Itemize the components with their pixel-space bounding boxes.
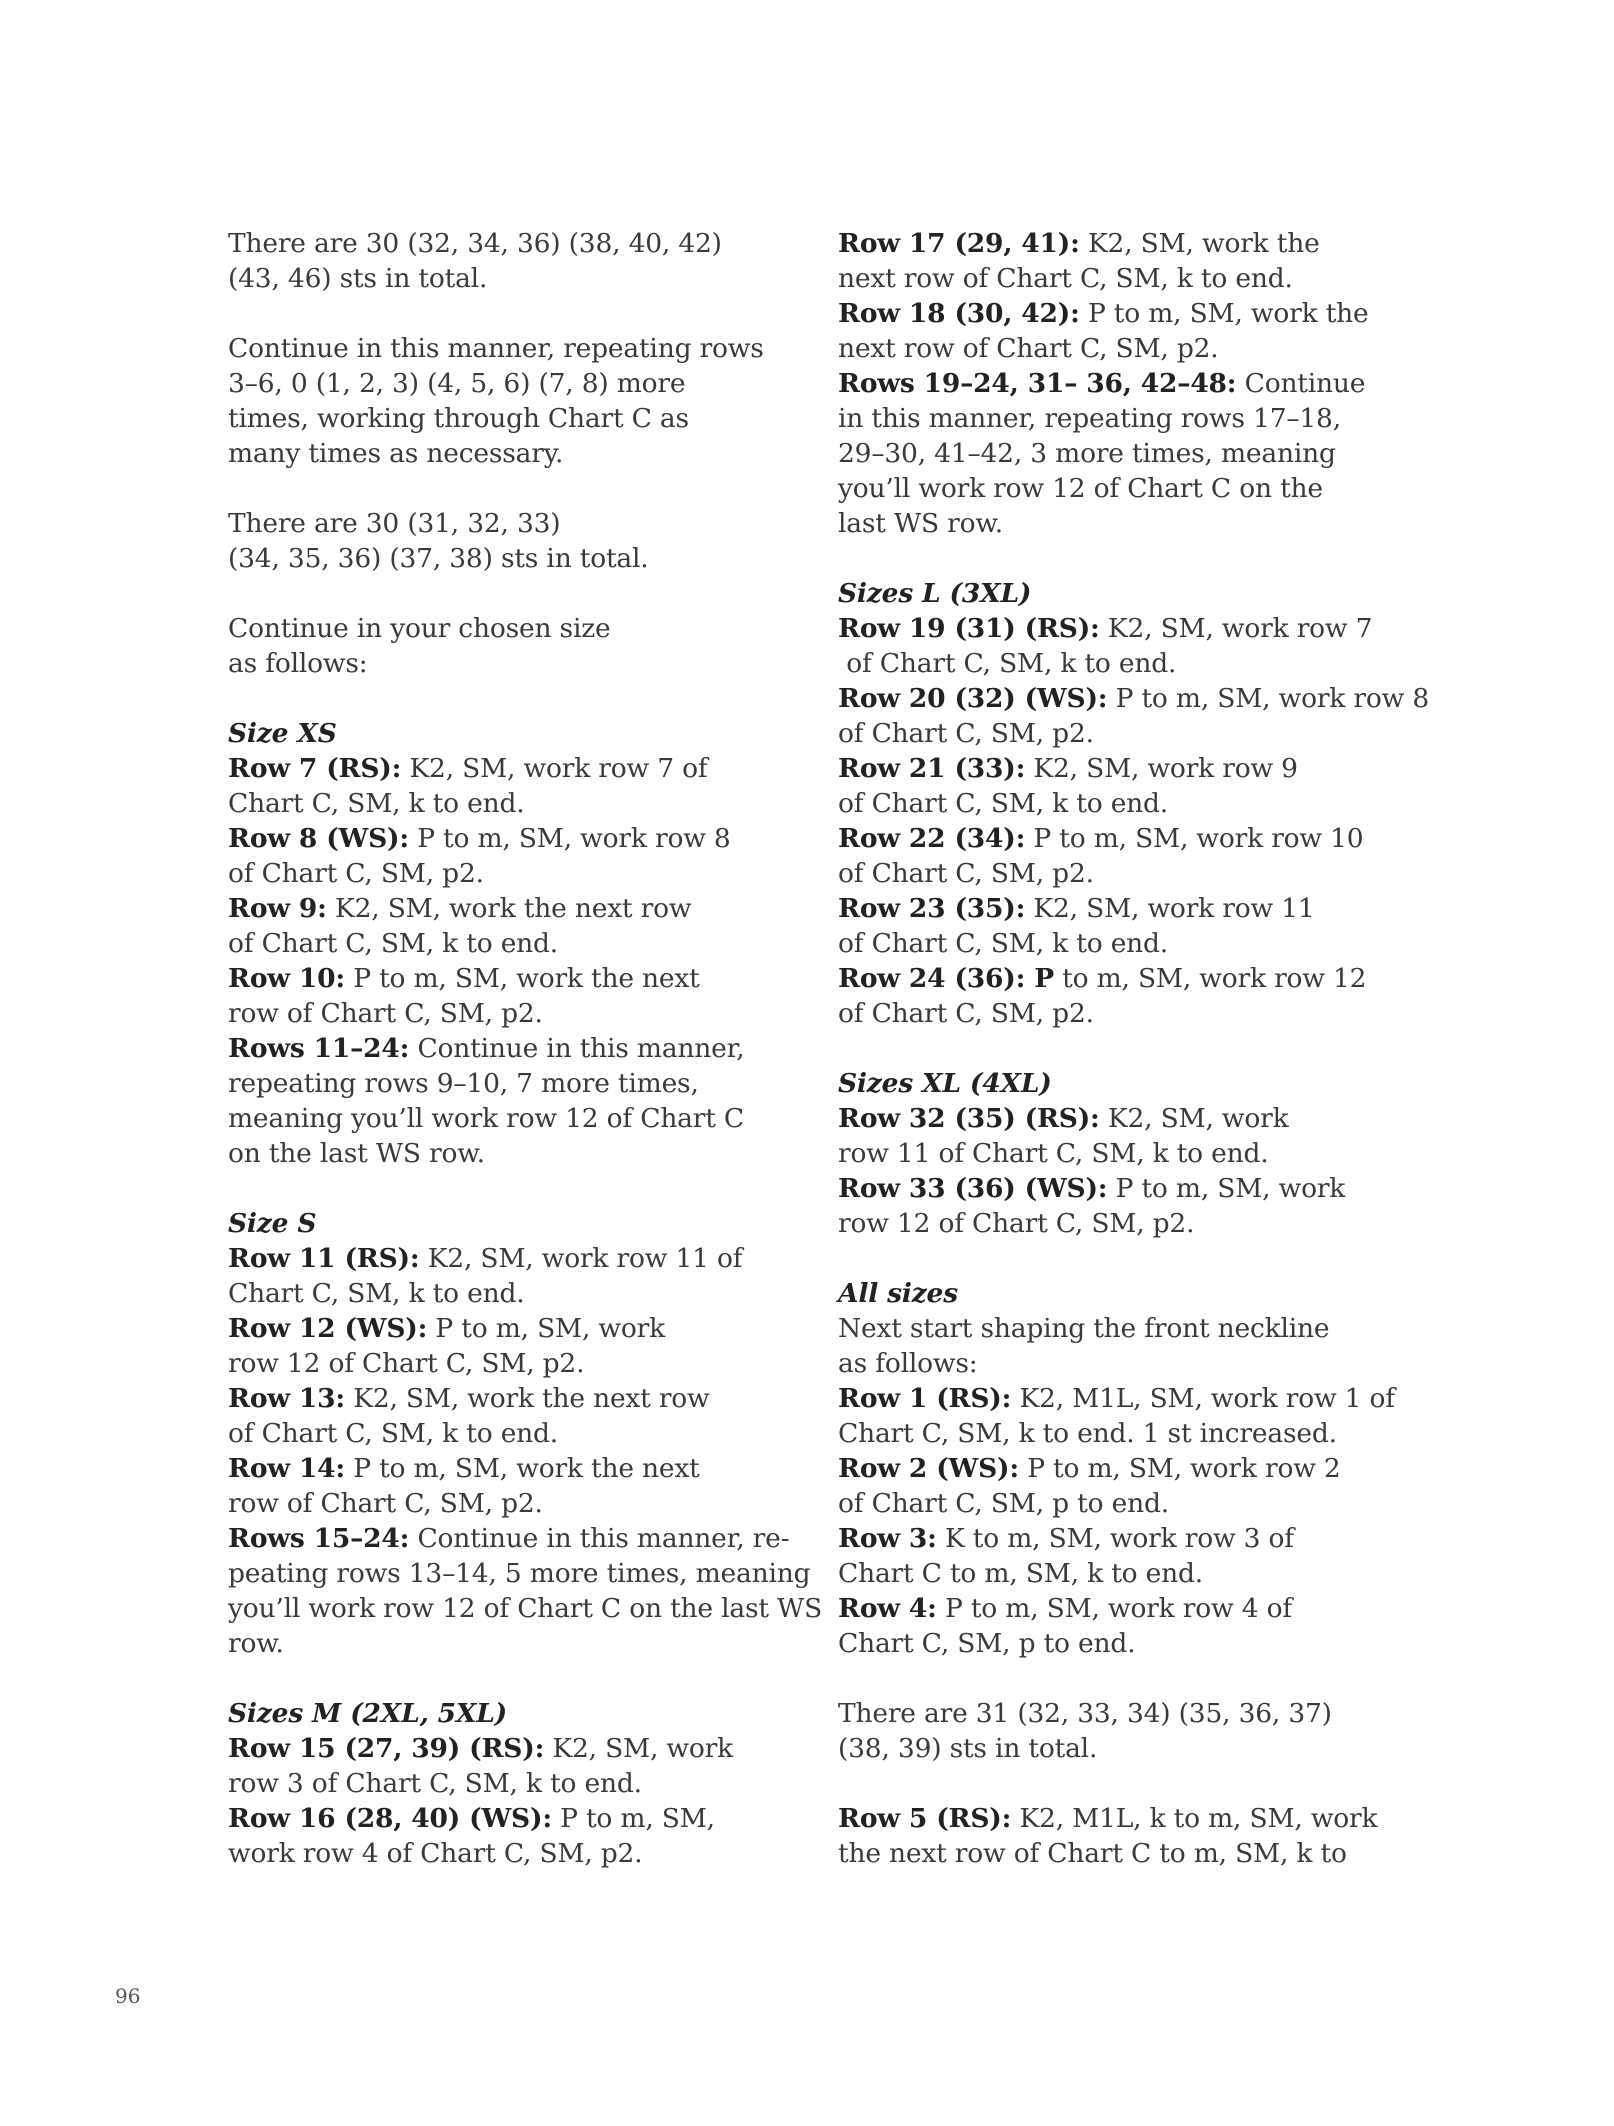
row-text: you’ll work row 12 of Chart C on the last WS	[228, 1593, 823, 1624]
row-text: P to m, SM, work row 10	[1025, 823, 1364, 854]
text-line	[228, 1486, 788, 1521]
row-text: K2, SM, work the next row	[345, 1383, 710, 1414]
row-text: There are 30 (32, 34, 36) (38, 40, 42)	[228, 228, 722, 259]
paragraph	[228, 506, 788, 576]
row-label: Row 23 (35):	[838, 893, 1026, 924]
text-line	[838, 996, 1398, 1031]
text-line	[838, 1101, 1398, 1136]
row-label: Rows 15–24:	[228, 1523, 410, 1554]
row-text: P to m, SM, work	[427, 1313, 665, 1344]
text-line	[838, 401, 1398, 436]
section-all-sizes	[838, 1276, 1398, 1661]
row-text: of Chart C, SM, p2.	[838, 998, 1094, 1029]
row-text: Continue in your chosen size	[228, 613, 611, 644]
text-line	[228, 1451, 788, 1486]
row-text: Next start shaping the front neckline	[838, 1313, 1330, 1344]
text-line	[838, 751, 1398, 786]
row-text: of Chart C, SM, k to end.	[838, 648, 1177, 679]
section-heading: Sizes L (3XL)	[838, 578, 1032, 609]
text-line	[838, 1556, 1398, 1591]
row-text: of Chart C, SM, k to end.	[838, 928, 1169, 959]
row-text: of Chart C, SM, k to end.	[838, 788, 1169, 819]
row-text: K2, SM, work row 11 of	[419, 1243, 743, 1274]
text-line	[228, 1136, 788, 1171]
row-text: row 3 of Chart C, SM, k to end.	[228, 1768, 642, 1799]
row-text: (34, 35, 36) (37, 38) sts in total.	[228, 543, 649, 574]
row-label: Rows 11–24:	[228, 1033, 410, 1064]
row-text: of Chart C, SM, k to end.	[228, 1418, 559, 1449]
row-text: to m, SM, work row 12	[1053, 963, 1367, 994]
row-text: peating rows 13–14, 5 more times, meaning	[228, 1558, 811, 1589]
row-label: Row 16 (28, 40) (WS):	[228, 1803, 552, 1834]
text-line	[838, 681, 1429, 716]
row-label: Row 7 (RS):	[228, 753, 402, 784]
text-line	[838, 1311, 1398, 1346]
text-line	[228, 786, 788, 821]
text-line	[838, 1451, 1398, 1486]
row-label: Row 5 (RS):	[838, 1803, 1012, 1834]
row-text: Chart C, SM, k to end.	[228, 788, 525, 819]
row-text: Continue in this manner,	[409, 1033, 745, 1064]
row-label: Rows 19–24, 31– 36, 42–48:	[838, 368, 1237, 399]
row-text: last WS row.	[838, 508, 1003, 539]
row-text: row 11 of Chart C, SM, k to end.	[838, 1138, 1269, 1169]
text-line	[838, 716, 1398, 751]
text-line	[838, 611, 1398, 646]
row-text: K2, SM, work the	[1079, 228, 1320, 259]
text-line	[838, 1381, 1398, 1416]
section-sizes-m-2xl-5xl	[228, 1696, 788, 1871]
text-line	[228, 1591, 823, 1626]
left-column	[228, 226, 823, 1871]
text-line	[228, 1031, 788, 1066]
section-heading: All sizes	[838, 1278, 958, 1309]
row-text: row of Chart C, SM, p2.	[228, 998, 543, 1029]
text-line	[228, 1521, 788, 1556]
row-label: Row 14:	[228, 1453, 345, 1484]
row-text: P to m, SM, work the	[1079, 298, 1369, 329]
row-label: Row 10:	[228, 963, 345, 994]
text-line	[228, 1311, 788, 1346]
row-text: many times as necessary.	[228, 438, 564, 469]
row-label: Row 9:	[228, 893, 327, 924]
section-heading: Size S	[228, 1208, 317, 1239]
row-text: K to m, SM, work row 3 of	[936, 1523, 1294, 1554]
row-text: row 12 of Chart C, SM, p2.	[838, 1208, 1195, 1239]
row-text: of Chart C, SM, p2.	[838, 858, 1094, 889]
text-line	[228, 1731, 788, 1766]
row-label: Row 21 (33):	[838, 753, 1026, 784]
text-line	[838, 786, 1398, 821]
row-label: Row 15 (27, 39) (RS):	[228, 1733, 545, 1764]
text-line	[838, 1801, 1398, 1836]
text-line	[228, 1766, 788, 1801]
text-line	[838, 261, 1398, 296]
text-line	[838, 1591, 1398, 1626]
section-heading: Sizes M (2XL, 5XL)	[228, 1698, 508, 1729]
row-text: Chart C to m, SM, k to end.	[838, 1558, 1203, 1589]
text-line	[228, 366, 788, 401]
row-label: Row 3:	[838, 1523, 937, 1554]
row-label: Row 12 (WS):	[228, 1313, 428, 1344]
text-line	[838, 961, 1398, 996]
text-line	[838, 926, 1398, 961]
text-line	[838, 226, 1398, 261]
row-label: Row 1 (RS):	[838, 1383, 1012, 1414]
row-text: P to m, SM, work row 8	[1107, 683, 1429, 714]
row-text: on the last WS row.	[228, 1138, 485, 1169]
text-line	[838, 1626, 1398, 1661]
row-text: K2, M1L, k to m, SM, work	[1011, 1803, 1378, 1834]
text-line	[228, 1066, 788, 1101]
row-text: in this manner, repeating rows 17–18,	[838, 403, 1341, 434]
row-text: row 12 of Chart C, SM, p2.	[228, 1348, 585, 1379]
row-text: repeating rows 9–10, 7 more times,	[228, 1068, 699, 1099]
row-label: Row 17 (29, 41):	[838, 228, 1080, 259]
row-text: of Chart C, SM, p2.	[838, 718, 1094, 749]
row-text: K2, SM, work row 11	[1025, 893, 1315, 924]
row-text: K2, SM, work row 7 of	[401, 753, 708, 784]
row-text: (43, 46) sts in total.	[228, 263, 488, 294]
row-text: P to m, SM, work row 8	[408, 823, 731, 854]
page-number: 96	[115, 1984, 141, 2008]
text-line	[228, 1626, 788, 1661]
row-label: Row 22 (34):	[838, 823, 1026, 854]
row-label: Row 19 (31) (RS):	[838, 613, 1100, 644]
text-line	[838, 1136, 1398, 1171]
section-size-xs	[228, 716, 788, 1171]
row-text: K2, M1L, SM, work row 1 of	[1011, 1383, 1395, 1414]
row-text: next row of Chart C, SM, p2.	[838, 333, 1219, 364]
row-text: the next row of Chart C to m, SM, k to	[838, 1838, 1347, 1869]
section-size-s	[228, 1206, 823, 1661]
text-line	[228, 401, 788, 436]
text-line	[838, 1731, 1398, 1766]
text-line	[228, 856, 788, 891]
row-text: There are 30 (31, 32, 33)	[228, 508, 561, 539]
row-text: Continue in this manner, repeating rows	[228, 333, 764, 364]
row-text: row of Chart C, SM, p2.	[228, 1488, 543, 1519]
row-text: work row 4 of Chart C, SM, p2.	[228, 1838, 643, 1869]
text-line	[228, 821, 788, 856]
row-label: Row 33 (36) (WS):	[838, 1173, 1108, 1204]
text-line	[838, 1696, 1398, 1731]
section-sizes-l-3xl	[838, 576, 1429, 1031]
paragraph	[228, 226, 788, 296]
text-line	[228, 1416, 788, 1451]
text-line	[228, 1346, 788, 1381]
row-text: P to m, SM, work row 4 of	[936, 1593, 1292, 1624]
text-line	[228, 331, 788, 366]
paragraph	[838, 1696, 1398, 1766]
row-label: Row 13:	[228, 1383, 345, 1414]
text-line	[838, 471, 1398, 506]
row-text: K2, SM, work row 9	[1025, 753, 1298, 784]
text-line	[838, 366, 1398, 401]
row-label: Row 8 (WS):	[228, 823, 409, 854]
text-line	[228, 1276, 788, 1311]
text-line	[228, 226, 788, 261]
row-text: Continue	[1236, 368, 1366, 399]
row-label: Row 24 (36): P	[838, 963, 1054, 994]
text-line	[228, 436, 788, 471]
text-line	[228, 1101, 788, 1136]
text-line	[838, 1521, 1398, 1556]
text-line	[228, 926, 788, 961]
row-text: P to m, SM, work	[1107, 1173, 1346, 1204]
text-line	[838, 506, 1398, 541]
text-line	[228, 506, 788, 541]
row-label: Row 2 (WS):	[838, 1453, 1019, 1484]
row-text: of Chart C, SM, p2.	[228, 858, 484, 889]
text-line	[838, 891, 1398, 926]
text-line	[838, 296, 1398, 331]
text-line	[838, 1171, 1398, 1206]
row-label: Row 11 (RS):	[228, 1243, 420, 1274]
text-line	[838, 1486, 1398, 1521]
row-text: (38, 39) sts in total.	[838, 1733, 1098, 1764]
paragraph	[838, 226, 1398, 541]
text-line	[228, 1241, 788, 1276]
row-text: P to m, SM, work the next	[345, 1453, 700, 1484]
row-text: K2, SM, work row 7	[1099, 613, 1373, 644]
text-line	[228, 1801, 788, 1836]
row-text: of Chart C, SM, p to end.	[838, 1488, 1169, 1519]
row-text: K2, SM, work the next row	[326, 893, 692, 924]
text-line	[838, 856, 1398, 891]
row-text: Chart C, SM, p to end.	[838, 1628, 1136, 1659]
text-line	[838, 646, 1398, 681]
text-line	[228, 1836, 788, 1871]
row-text: meaning you’ll work row 12 of Chart C	[228, 1103, 745, 1134]
text-line	[228, 611, 788, 646]
row-text: P to m, SM,	[551, 1803, 715, 1834]
row-text: Chart C, SM, k to end. 1 st increased.	[838, 1418, 1337, 1449]
row-text: Chart C, SM, k to end.	[228, 1278, 525, 1309]
text-line	[228, 891, 788, 926]
text-line	[838, 1416, 1398, 1451]
text-line	[838, 1206, 1398, 1241]
section-sizes-xl-4xl	[838, 1066, 1398, 1241]
text-line	[228, 996, 788, 1031]
paragraph	[228, 331, 788, 471]
row-text: as follows:	[228, 648, 368, 679]
row-text: Continue in this manner, re-	[409, 1523, 790, 1554]
row-text: next row of Chart C, SM, k to end.	[838, 263, 1293, 294]
row-text: K2, SM, work	[1099, 1103, 1289, 1134]
row-label: Row 4:	[838, 1593, 937, 1624]
text-line	[228, 541, 788, 576]
text-line	[838, 331, 1398, 366]
text-line	[228, 646, 788, 681]
row-text: of Chart C, SM, k to end.	[228, 928, 559, 959]
right-column	[838, 226, 1429, 1871]
row-label: Row 32 (35) (RS):	[838, 1103, 1100, 1134]
text-line	[228, 961, 788, 996]
section-heading: Size XS	[228, 718, 337, 749]
text-line	[228, 751, 788, 786]
row-text: P to m, SM, work the next	[345, 963, 700, 994]
row-label: Row 18 (30, 42):	[838, 298, 1080, 329]
row-text: 29–30, 41–42, 3 more times, meaning	[838, 438, 1336, 469]
paragraph	[228, 611, 788, 681]
row-label: Row 20 (32) (WS):	[838, 683, 1108, 714]
text-line	[228, 1381, 788, 1416]
row-text: P to m, SM, work row 2	[1018, 1453, 1341, 1484]
text-line	[838, 1346, 1398, 1381]
text-line	[228, 261, 788, 296]
row-text: row.	[228, 1628, 284, 1659]
section-heading: Sizes XL (4XL)	[838, 1068, 1052, 1099]
text-line	[838, 1836, 1398, 1871]
row-text: 3–6, 0 (1, 2, 3) (4, 5, 6) (7, 8) more	[228, 368, 686, 399]
text-line	[228, 1556, 811, 1591]
text-line	[838, 436, 1398, 471]
row-text: you’ll work row 12 of Chart C on the	[838, 473, 1323, 504]
row-text: as follows:	[838, 1348, 978, 1379]
row-text: There are 31 (32, 33, 34) (35, 36, 37)	[838, 1698, 1332, 1729]
paragraph	[838, 1801, 1398, 1871]
row-text: K2, SM, work	[544, 1733, 733, 1764]
row-text: times, working through Chart C as	[228, 403, 689, 434]
text-line	[838, 821, 1398, 856]
